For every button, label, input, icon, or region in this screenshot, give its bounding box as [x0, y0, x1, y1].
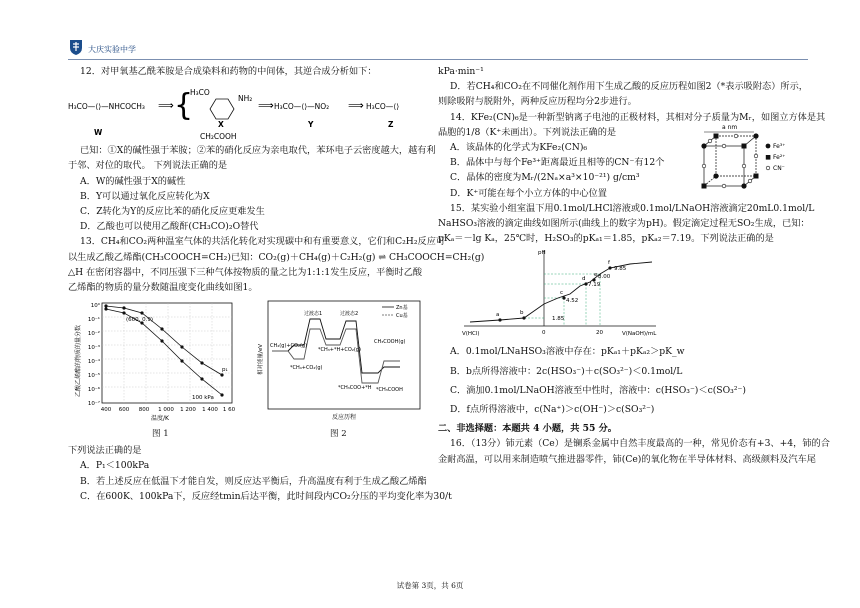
q12-option-b: B．Y可以通过氧化反应转化为X	[80, 190, 210, 202]
header-divider	[68, 59, 808, 60]
fig1-ytick: 10⁻⁵	[87, 373, 100, 380]
x-bottom: CH₂COOH	[200, 132, 237, 142]
y-label: Y	[308, 120, 314, 130]
cube-cn-sites	[702, 134, 758, 188]
q13-stem-3: △H 在密闭容器中，不同压强下三种气体按物质的量之比为1:1:1发生反应，平衡时乙酸	[68, 266, 423, 278]
titr-val-185: 1.85	[552, 316, 565, 323]
fig1-xtick: 1 400	[202, 407, 218, 414]
q12-option-a: A．W的碱性强于X的碱性	[80, 175, 186, 187]
fig1-curve-label-100kpa: 100 kPa	[192, 395, 214, 402]
titr-ylabel: pH	[538, 250, 546, 257]
fig1-xtick: 1 60	[222, 407, 236, 414]
fig2-ts2: 过渡态2	[340, 311, 359, 318]
x-top: H₃CO	[190, 88, 210, 98]
titr-xlabel-left: V(HCl)	[462, 331, 480, 338]
fig1-points-100kpa	[104, 308, 223, 397]
cube-front	[704, 146, 744, 186]
legend-cn: CN⁻	[773, 165, 785, 173]
q13-option-b: B．若上述反应在低温下才能自发，则反应达平衡后，升高温度有利于生成乙酸乙烯酯	[80, 475, 427, 487]
fig1-xtick: 1 000	[158, 407, 174, 414]
school-logo-icon	[68, 38, 84, 56]
fig2-legend-zn: Zn基	[396, 305, 408, 312]
arrow-1: ⟹	[158, 99, 174, 113]
brace: {	[174, 88, 194, 124]
q12-known-2: 于邻、对位的取代。 下列说法正确的是	[68, 160, 228, 172]
q13-option-d-2: 则除吸附与脱附外，两种反应历程均分2步进行。	[438, 96, 637, 108]
x-ring	[210, 99, 234, 119]
fig1-plot-area	[102, 303, 232, 403]
q16-stem-2: 金耐高温，可以用来制造喷气推进器零件，铈(Ce)的氧化物在半导体材料、高级颜料及汽车尾	[438, 453, 816, 465]
fig2-state-6: *CH₃COOH	[376, 387, 403, 394]
school-name: 大庆实验中学	[88, 45, 136, 54]
titr-val-452: 4.52	[566, 298, 579, 305]
right-column	[438, 64, 830, 467]
cube-legend	[766, 143, 786, 172]
titr-label-b: b	[520, 310, 524, 317]
q13-figures	[68, 295, 428, 439]
fig1-xtick: 1 200	[180, 407, 196, 414]
titr-val-719: 7.19	[588, 282, 601, 289]
fig2-ts1: 过渡态1	[304, 311, 323, 318]
fig2-state-3: *CH₄+CO₂(g)	[290, 365, 323, 372]
fig2-ylabel: 相对能量/eV	[258, 344, 264, 376]
x-nh2: NH₂	[238, 94, 253, 104]
titr-label-c: c	[560, 290, 564, 297]
q15-stem-1: 15．某实验小组室温下用0.1mol/LHCl溶液或0.1mol/LNaOH溶液滴定20mL0.1mol/L	[450, 202, 815, 214]
fig2-state-4: CH₃COOH(g)	[374, 339, 406, 346]
cube-back	[716, 136, 756, 176]
fig2-legend-cu: Cu基	[396, 313, 408, 320]
page-footer: 试卷第 3页，共 6页	[396, 581, 464, 590]
q15-stem-3: pKₐ＝－lg Kₐ，25℃时，H₂SO₃的pKₐ₁＝1.85，pKₐ₂＝7.19。下列说法正确的是	[438, 233, 774, 245]
titration-curve	[460, 246, 660, 338]
fig1-xticks	[101, 407, 236, 413]
fig1-xlabel: 温度/K	[151, 415, 169, 423]
cube-edge-label: a nm	[722, 124, 738, 132]
q13-option-c-continued: kPa·min⁻¹	[438, 66, 484, 77]
q12-option-d: D．乙酸也可以使用乙酸酐(CH₃CO)₂O替代	[80, 221, 259, 233]
fig1-xtick: 400	[100, 407, 112, 414]
q15-option-b: B．b点所得溶液中：2c(HSO₃⁻)＋c(SO₃²⁻)＜0.1mol/L	[450, 365, 683, 377]
fig1-ylabel: 乙酸乙烯酯的物质的量分数	[75, 325, 82, 398]
fig1-grid	[102, 303, 232, 403]
titr-val-800: 8.00	[598, 274, 611, 281]
w-formula: H₃CO—⟨⟩—NHCOCH₃	[68, 102, 145, 112]
q13-option-a: A．P₁＜100kPa	[80, 460, 150, 472]
q14-option-a: A．该晶体的化学式为KFe₂(CN)₆	[450, 142, 588, 154]
fig1-ytick: 10⁻¹	[87, 317, 100, 324]
fig1-ytick: 10⁻³	[87, 345, 100, 352]
titr-label-d: d	[582, 276, 586, 283]
q13-option-d-1: D．若CH₄和CO₂在不同催化剂作用下生成乙酸的反应历程如图2（*表示吸附态）所示，	[450, 81, 808, 93]
q12-known-1: 已知：①X的碱性强于苯胺；②苯的硝化反应为亲电取代，苯环电子云密度越大，越有利	[80, 145, 436, 157]
fig1-ytick: 10⁰	[90, 303, 100, 310]
arrow-2: ⟹	[258, 99, 274, 113]
q14-stem-1: 14．KFe₂(CN)₆是一种新型钠离子电池的正极材料，其相对分子质量为Mᵣ，如图立方体是其	[450, 111, 826, 123]
q14-stem-2: 晶胞的1/8（K⁺未画出）。下列说法正确的是	[438, 126, 617, 138]
w-label: W	[94, 128, 103, 138]
fig1-point-label: (600, 0.9)	[126, 317, 154, 324]
legend-fe3: Fe³⁺	[773, 143, 786, 151]
arrow-3: ⟹	[348, 99, 364, 113]
q13-question: 下列说法正确的是	[68, 445, 142, 457]
q12-stem: 12．对甲氧基乙酰苯胺是合成染料和药物的中间体，其逆合成分析如下：	[80, 66, 377, 77]
fig1-xtick: 600	[118, 407, 130, 414]
fig2-path-cu	[272, 329, 400, 383]
q16-stem-1: 16．（13分）铈元素（Ce）是镧系金属中自然丰度最高的一种，常见价态有+3、+4，铈的合	[450, 438, 830, 450]
fig2-caption: 图 2	[330, 429, 347, 440]
z-formula: H₃CO—⟨⟩	[366, 102, 400, 112]
fig1-ytick: 10⁻⁷	[87, 401, 100, 408]
fig1-xtick: 800	[138, 407, 150, 414]
fig1-yticks	[88, 302, 101, 407]
fig1-ytick: 10⁻⁴	[87, 359, 100, 366]
q13-stem-4: 乙烯酯的物质的量分数随温度变化曲线如图1。	[68, 282, 258, 294]
titr-val-985: 9.85	[614, 266, 627, 273]
fig1-ytick: 10⁻²	[87, 331, 100, 338]
z-label: Z	[388, 120, 394, 130]
fig2-state-2: *CH₃+*H+CO₂(g)	[318, 347, 361, 354]
retrosynthesis-scheme	[68, 81, 428, 143]
fig2-xlabel: 反应历程	[331, 414, 357, 422]
fig1-points-p1	[104, 305, 223, 377]
titr-label-e: e	[594, 272, 598, 279]
fig1-curve-label-p1: p₁	[222, 367, 228, 374]
q13-stem-2: 以生成乙酸乙烯酯(CH₃COOCH=CH₂)已知：CO₂(g)＋CH₄(g)＋C₂H₂(g) ⇌ CH₃COOCH=CH₂(g)	[68, 251, 485, 263]
titr-x0: 0	[542, 330, 546, 337]
section-2-heading: 二、非选择题：本题共 4 小题，共 55 分。	[438, 423, 617, 435]
titr-label-f: f	[608, 260, 610, 267]
q15-option-c: C．滴加0.1mol/LNaOH溶液至中性时，溶液中：c(HSO₃⁻)＜c(SO₃²⁻)	[450, 384, 746, 396]
fig2-state-5: *CH₃COO+*H	[338, 385, 372, 392]
q14-option-d: D．K⁺可能在每个小立方体的中心位置	[450, 187, 607, 199]
figure-1-chart	[72, 299, 242, 427]
fig2-state-1: CH₄(g)+CO₂(g)	[270, 343, 308, 350]
q14-option-c: C．晶体的密度为Mᵣ/(2Nₐ×a³×10⁻²¹) g/cm³	[450, 172, 640, 184]
fig2-legend	[382, 304, 408, 319]
q14-option-b: B．晶体中与每个Fe³⁺距离最近且相等的CN⁻有12个	[450, 157, 665, 169]
figure-2-energy-diagram	[254, 299, 424, 427]
page-header	[68, 38, 808, 58]
titr-x20: 20	[596, 330, 603, 337]
titr-xlabel-right: V(NaOH)/mL	[622, 331, 657, 338]
fig1-caption: 图 1	[152, 429, 169, 440]
q15-stem-2: NaHSO₃溶液的滴定曲线如图所示(曲线上的数字为pH)。假定滴定过程无SO₂生成，已知：	[438, 218, 810, 230]
q12-option-c: C．Z转化为Y的反应比苯的硝化反应更难发生	[80, 206, 265, 218]
y-formula: H₃CO—⟨⟩—NO₂	[274, 102, 330, 112]
q13-option-c: C．在600K、100kPa下，反应经tmin后达平衡，此时间段内CO₂分压的平均变化率为30/t	[80, 490, 452, 502]
q13-stem-1: 13．CH₄和CO₂两种温室气体的共活化转化对实现碳中和有重要意义，它们和C₂H₂反应可	[80, 236, 446, 248]
crystal-cell-diagram	[690, 122, 802, 192]
q15-option-d: D．f点所得溶液中，c(Na⁺)＞c(OH⁻)＞c(SO₃²⁻)	[450, 404, 655, 416]
q15-option-a: A．0.1mol/LNaHSO₃溶液中存在：pKₐ₁＋pKₐ₂＞pK_w	[450, 346, 685, 358]
legend-fe2: Fe²⁺	[773, 154, 786, 162]
fig1-ytick: 10⁻⁶	[87, 387, 100, 394]
fig1-curve-100kpa	[106, 309, 222, 395]
titr-label-a: a	[496, 312, 500, 319]
fig1-curve-p1	[106, 306, 222, 375]
x-label: X	[218, 120, 224, 130]
